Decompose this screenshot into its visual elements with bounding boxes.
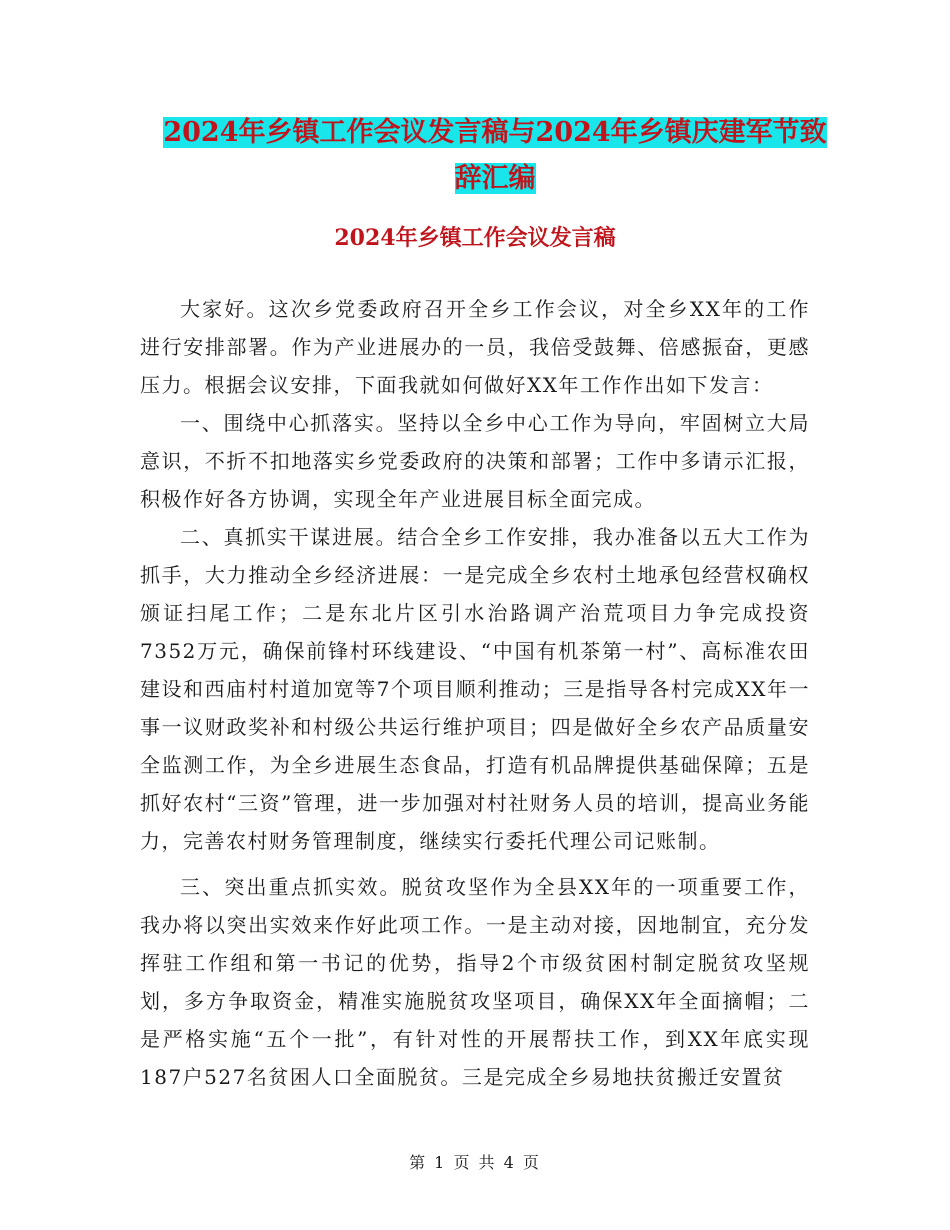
page-footer: 第 1 页 共 4 页 — [409, 1153, 541, 1172]
paragraph-3: 三、突出重点抓实效。脱贫攻坚作为全县XX年的一项重要工作，我办将以突出实效来作好此项工作。一是主动对接，因地制宜，充分发挥驻工作组和第一书记的优势，指导2个市级贫困村制定脱贫攻坚规划，多方争取资金，精准实施脱贫攻坚项目，确保XX年全面摘帽；二是严格实施“五个一批”，有针对性的开展帮扶工作，到XX年底实现187户527名贫困人口全面脱贫。三是完成全乡易地扶贫搬迁安置贫 — [140, 875, 810, 1089]
title-line-2: 辞汇编 — [454, 163, 536, 194]
section-title: 2024年乡镇工作会议发言稿 — [334, 225, 616, 251]
paragraph-1: 一、围绕中心抓落实。坚持以全乡中心工作为导向，牢固树立大局意识，不折不扣地落实乡党委政府的决策和部署；工作中多请示汇报，积极作好各方协调，实现全年产业进展目标全面完成。 — [140, 411, 810, 511]
document-title — [140, 110, 850, 202]
title-line-1: 2024年乡镇工作会议发言稿与2024年乡镇庆建军节致 — [163, 117, 827, 148]
paragraph-intro: 大家好。这次乡党委政府召开全乡工作会议，对全乡XX年的工作进行安排部署。作为产业进展办的一员，我倍受鼓舞、倍感振奋，更感压力。根据会议安排，下面我就如何做好XX年工作作出如下发言： — [140, 297, 810, 397]
paragraph-2: 二、真抓实干谋进展。结合全乡工作安排，我办准备以五大工作为抓手，大力推动全乡经济进展：一是完成全乡农村土地承包经营权确权颁证扫尾工作；二是东北片区引水治路调产治荒项目力争完成投资7352万元，确保前锋村环线建设、“中国有机茶第一村”、高标准农田建设和西庙村村道加宽等7个项目顺利推动；三是指导各村完成XX年一事一议财政奖补和村级公共运行维护项目；四是做好全乡农产品质量安全监测工作，为全乡进展生态食品，打造有机品牌提供基础保障；五是抓好农村“三资”管理，进一步加强对村社财务人员的培训，提高业务能力，完善农村财务管理制度，继续实行委托代理公司记账制。 — [140, 525, 810, 853]
document-body — [140, 290, 810, 1096]
